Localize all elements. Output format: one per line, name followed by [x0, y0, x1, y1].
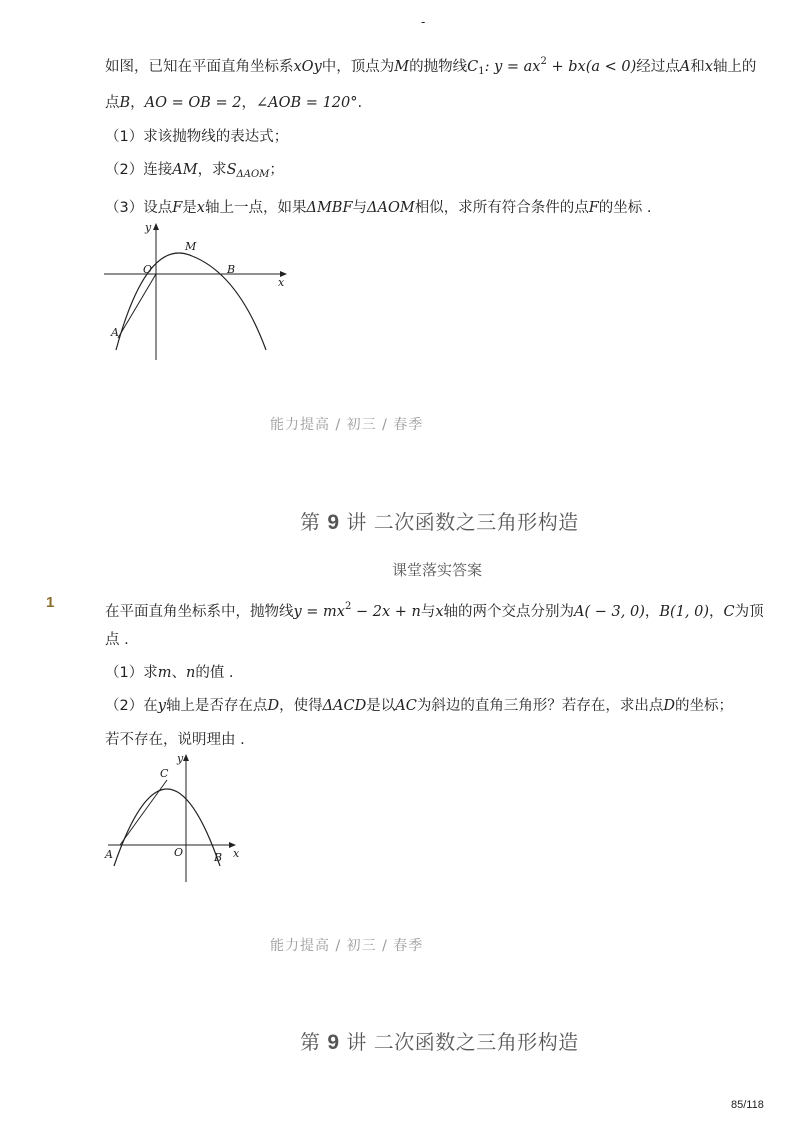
label-a: A: [111, 326, 119, 339]
text: 讲 二次函数之三角形构造: [339, 1030, 579, 1054]
label-b: B: [214, 851, 223, 864]
text: ，: [241, 95, 257, 111]
text: （2）在: [105, 698, 158, 714]
problem2-q2: [105, 696, 733, 716]
text: 第: [300, 510, 328, 534]
subscript: 1: [478, 66, 485, 77]
problem2-q2-cont: 若不存在，说明理由 .: [105, 732, 245, 748]
text: （3）设点: [105, 200, 173, 216]
text: 、: [171, 665, 186, 681]
answer-section-title: 课堂落实答案: [392, 561, 483, 579]
problem2-line2: 点 .: [105, 632, 129, 648]
text: 中，顶点为: [321, 59, 395, 75]
math: A: [679, 59, 691, 75]
math: ∠AOB = 120°: [256, 95, 358, 111]
text: 的坐标 .: [598, 200, 652, 216]
parabola-curve: [116, 253, 266, 350]
label-y: y: [145, 221, 152, 234]
math: ΔACD: [322, 698, 367, 714]
text: 点: [105, 95, 120, 111]
label-c: C: [160, 767, 169, 780]
math: y: [157, 698, 166, 714]
segment-ac: [120, 780, 167, 845]
text: ，使得: [279, 698, 323, 714]
math: F: [588, 200, 599, 216]
text: 经过点: [636, 59, 680, 75]
text: 为顶: [734, 604, 764, 620]
problem1-q2: [105, 160, 284, 185]
math: x: [704, 59, 713, 75]
label-m: M: [185, 240, 197, 253]
text: ，求: [197, 162, 227, 178]
text: 的值 .: [195, 665, 234, 681]
figure2-graph: [100, 748, 250, 888]
math: x: [435, 604, 444, 620]
label-o: O: [143, 263, 153, 276]
text: 轴上一点，如果: [204, 200, 307, 216]
text: 相似，求所有符合条件的点: [414, 200, 589, 216]
header-mark: -: [421, 15, 426, 29]
math: : y = ax: [484, 59, 541, 75]
segment-ao: [118, 274, 156, 338]
text: ，: [709, 604, 724, 620]
math: C: [467, 59, 479, 75]
math: D: [663, 698, 675, 714]
math: y = mx: [293, 604, 345, 620]
footer-1: 能力提高 / 初三 / 春季: [270, 417, 424, 433]
question-number: 1: [46, 594, 55, 611]
text: 的抛物线: [409, 59, 468, 75]
text: 轴的两个交点分别为: [443, 604, 575, 620]
page-number: 85/118: [731, 1099, 764, 1111]
math: AC: [395, 698, 417, 714]
problem2-q1: [105, 663, 234, 683]
superscript: 2: [345, 601, 352, 612]
parabola-curve: [114, 789, 223, 866]
math: D: [267, 698, 280, 714]
text: 是: [182, 200, 197, 216]
problem1-line1: [105, 52, 756, 82]
math: ΔAOM: [367, 200, 415, 216]
math: AO = OB = 2: [144, 95, 242, 111]
text: 轴上是否存在点: [165, 698, 268, 714]
math: + bx(a < 0): [546, 59, 637, 75]
label-a: A: [105, 848, 113, 861]
text: ，: [130, 95, 145, 111]
math: B: [119, 95, 131, 111]
chapter-title-1: [300, 506, 579, 535]
problem1-q3: [105, 198, 652, 218]
math: F: [172, 200, 183, 216]
math: C: [723, 604, 735, 620]
math: ΔMBF: [306, 200, 353, 216]
text: 与: [352, 200, 368, 216]
y-axis-arrow: [153, 223, 159, 230]
label-x: x: [233, 847, 240, 860]
text: 第: [300, 1030, 328, 1054]
math: n: [185, 665, 196, 681]
math: B(1, 0): [659, 604, 710, 620]
text: 在平面直角坐标系中，抛物线: [105, 604, 294, 620]
label-y: y: [177, 752, 184, 765]
math: x: [196, 200, 205, 216]
math: m: [157, 665, 172, 681]
math: S: [226, 162, 237, 178]
chapter-number: 9: [327, 1031, 340, 1054]
label-o: O: [174, 846, 184, 859]
text: （2）连接: [105, 162, 173, 178]
text: 轴上的: [712, 59, 757, 75]
label-b: B: [227, 263, 236, 276]
text: 如图，已知在平面直角坐标系: [105, 59, 294, 75]
text: .: [357, 95, 363, 111]
y-axis-arrow: [183, 754, 189, 761]
problem1-line2: [105, 93, 362, 113]
chapter-number: 9: [327, 511, 340, 534]
text: 与: [420, 604, 436, 620]
math: xOy: [293, 59, 322, 75]
text: ，: [644, 604, 660, 620]
superscript: 2: [540, 56, 547, 67]
problem1-q1: （1）求该抛物线的表达式；: [105, 129, 289, 145]
problem2-line1: [105, 597, 764, 622]
text: 为斜边的直角三角形？若存在，求出点: [416, 698, 664, 714]
figure1-graph: [100, 218, 300, 368]
text: 讲 二次函数之三角形构造: [339, 510, 579, 534]
text: ；: [269, 162, 284, 178]
subscript: ΔAOM: [236, 169, 270, 180]
math: − 2x + n: [351, 604, 421, 620]
math: A( − 3, 0): [574, 604, 645, 620]
math: M: [394, 59, 410, 75]
text: 和: [690, 59, 705, 75]
text: （1）求: [105, 665, 158, 681]
math: AM: [172, 162, 198, 178]
text: 是以: [366, 698, 396, 714]
chapter-title-2: [300, 1026, 579, 1055]
text: 的坐标；: [674, 698, 733, 714]
footer-2: 能力提高 / 初三 / 春季: [270, 938, 424, 954]
label-x: x: [278, 276, 285, 289]
